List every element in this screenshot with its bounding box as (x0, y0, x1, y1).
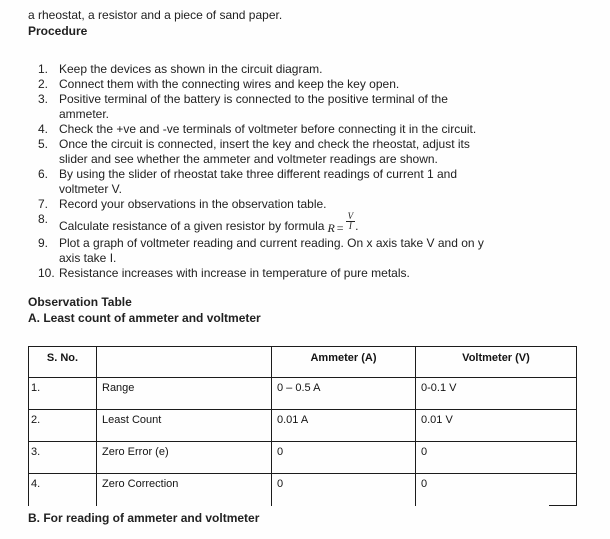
table-head (29, 347, 577, 378)
intro-line: a rheostat, a resistor and a piece of sand paper. (28, 8, 283, 22)
table-header-cell: S. No. (29, 347, 97, 378)
procedure-item-text: Record your observations in the observation table. (59, 197, 327, 211)
procedure-item (28, 266, 580, 281)
procedure-item-number: 7. (38, 197, 49, 211)
table-cell: 0 (272, 442, 416, 474)
procedure-item (28, 167, 580, 197)
formula-denominator: I (348, 221, 352, 231)
table-cell: Zero Correction (97, 474, 272, 506)
procedure-item-text: Calculate resistance of a given resistor by formula R = $\frac{V}{I}$ . (59, 211, 359, 235)
table-cell: 0 (416, 474, 577, 506)
table-cell: 0.01 A (272, 410, 416, 442)
table-header-cell: Ammeter (A) (272, 347, 416, 378)
table-cell: 4. (29, 474, 97, 506)
formula-equals: = (336, 221, 344, 235)
table-row (29, 442, 577, 474)
procedure-item-text: Connect them with the connecting wires and keep the key open. (59, 77, 400, 91)
table-cell: 1. (29, 378, 97, 410)
procedure-item-text: Resistance increases with increase in temperature of pure metals. (59, 266, 410, 280)
procedure-item (28, 212, 580, 236)
table-row (29, 474, 577, 506)
procedure-item-text: By using the slider of rheostat take three different readings of current 1 and voltmeter V. (59, 167, 458, 196)
procedure-item-number: 6. (38, 167, 49, 181)
procedure-item (28, 137, 580, 167)
intro-block (28, 7, 282, 39)
table-cell: 0 (272, 474, 416, 506)
table-cell: Zero Error (e) (97, 442, 272, 474)
table-cell: 0 – 0.5 A (272, 378, 416, 410)
table-row (29, 410, 577, 442)
least-count-table (28, 346, 577, 506)
table-bottom-border-stub (549, 505, 577, 506)
procedure-item (28, 122, 580, 137)
table-cell: Range (97, 378, 272, 410)
procedure-item (28, 92, 580, 122)
table-cell: 3. (29, 442, 97, 474)
formula-r-equals-v-over-i (327, 212, 355, 236)
section-b-heading: B. For reading of ammeter and voltmeter (28, 511, 260, 525)
formula-numerator: V (347, 211, 354, 221)
table-body (29, 378, 577, 506)
procedure-item-number: 8. (38, 212, 49, 226)
procedure-item-number: 3. (38, 92, 49, 106)
procedure-heading: Procedure (28, 24, 88, 38)
observation-heading-block (28, 294, 261, 326)
table-row (29, 378, 577, 410)
procedure-item-number: 2. (38, 77, 49, 91)
formula-lhs: R (327, 221, 335, 235)
table-header-cell (97, 347, 272, 378)
procedure-item-number: 4. (38, 122, 49, 136)
procedure-item (28, 77, 580, 92)
procedure-item (28, 236, 580, 266)
section-a-heading: A. Least count of ammeter and voltmeter (28, 311, 261, 325)
procedure-item-number: 1. (38, 62, 49, 76)
table-cell: 0 (416, 442, 577, 474)
observation-table-heading: Observation Table (28, 295, 132, 309)
procedure-item (28, 62, 580, 77)
table-cell: 2. (29, 410, 97, 442)
procedure-item-text: Check the +ve and -ve terminals of voltmeter before connecting it in the circuit. (59, 122, 477, 136)
procedure-list (28, 62, 580, 281)
procedure-item-number: 10. (38, 266, 55, 280)
table-cell: Least Count (97, 410, 272, 442)
procedure-item (28, 197, 580, 212)
table-cell: 0.01 V (416, 410, 577, 442)
procedure-item-number: 9. (38, 236, 49, 250)
procedure-item-text: Keep the devices as shown in the circuit diagram. (59, 62, 323, 76)
procedure-item-text: Once the circuit is connected, insert the key and check the rheostat, adjust its slider and see whether the ammeter and voltmeter readings are shown. (59, 137, 470, 166)
procedure-item-text: Plot a graph of voltmeter reading and current reading. On x axis take V and on y axis take I. (59, 236, 484, 265)
formula-fraction (346, 212, 356, 231)
table-cell: 0-0.1 V (416, 378, 577, 410)
procedure-item-number: 5. (38, 137, 49, 151)
table-header-cell: Voltmeter (V) (416, 347, 577, 378)
table-header-row (29, 347, 577, 378)
procedure-item-text: Positive terminal of the battery is connected to the positive terminal of the ammeter. (59, 92, 448, 121)
